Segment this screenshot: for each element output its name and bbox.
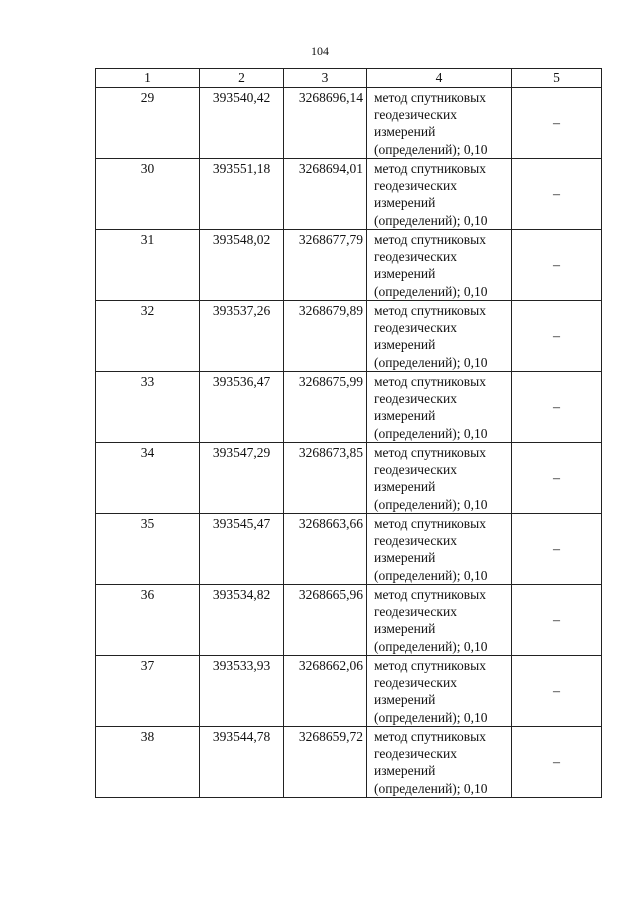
method-text-line: геодезических [374, 391, 457, 407]
point-number-cell: 32 [96, 301, 200, 372]
method-text-line: метод спутниковых [374, 445, 486, 460]
method-text-line: метод спутниковых [374, 161, 486, 176]
method-text-line: геодезических [374, 675, 457, 691]
point-number-cell: 30 [96, 159, 200, 230]
column-header-3: 3 [284, 69, 367, 88]
method-text-line: измерений [374, 124, 436, 140]
method-text-line: (определений); 0,10 [374, 141, 488, 157]
point-number-cell: 35 [96, 514, 200, 585]
method-cell [367, 656, 512, 727]
method-cell [367, 230, 512, 301]
method-text-line: метод спутниковых [374, 232, 486, 247]
method-text-line: геодезических [374, 107, 457, 123]
table-row [96, 514, 602, 585]
coordinate-x-cell: 393534,82 [200, 585, 284, 656]
coordinate-y-cell: 3268665,96 [284, 585, 367, 656]
coordinate-x-cell: 393536,47 [200, 372, 284, 443]
column-5-cell: – [512, 514, 602, 585]
column-header-5: 5 [512, 69, 602, 88]
method-text-line: метод спутниковых [374, 303, 486, 318]
coordinate-x-cell: 393548,02 [200, 230, 284, 301]
method-cell [367, 159, 512, 230]
column-5-cell: – [512, 727, 602, 798]
table-row [96, 159, 602, 230]
table-header-row [96, 69, 602, 88]
method-text-line: (определений); 0,10 [374, 567, 488, 583]
coordinate-y-cell: 3268696,14 [284, 88, 367, 159]
point-number-cell: 33 [96, 372, 200, 443]
table-row [96, 585, 602, 656]
method-text-line: метод спутниковых [374, 374, 486, 389]
page-number: 104 [311, 44, 329, 58]
column-5-cell: – [512, 656, 602, 727]
coordinate-x-cell: 393551,18 [200, 159, 284, 230]
column-5-cell: – [512, 159, 602, 230]
method-text-line: измерений [374, 266, 436, 282]
coordinate-y-cell: 3268663,66 [284, 514, 367, 585]
table-body [96, 88, 602, 798]
column-5-cell: – [512, 230, 602, 301]
method-text-line: измерений [374, 621, 436, 637]
coordinate-x-cell: 393540,42 [200, 88, 284, 159]
coordinate-x-cell: 393537,26 [200, 301, 284, 372]
point-number-cell: 29 [96, 88, 200, 159]
point-number-cell: 36 [96, 585, 200, 656]
method-cell [367, 372, 512, 443]
table-row [96, 727, 602, 798]
method-text-line: метод спутниковых [374, 516, 486, 531]
method-text-line: метод спутниковых [374, 729, 486, 744]
method-text-line: измерений [374, 337, 436, 353]
method-text-line: геодезических [374, 746, 457, 762]
method-text-line: метод спутниковых [374, 90, 486, 105]
column-5-cell: – [512, 88, 602, 159]
method-text-line: (определений); 0,10 [374, 425, 488, 441]
method-text-line: геодезических [374, 249, 457, 265]
column-5-cell: – [512, 585, 602, 656]
method-text-line: геодезических [374, 462, 457, 478]
coordinate-y-cell: 3268673,85 [284, 443, 367, 514]
method-text-line: (определений); 0,10 [374, 709, 488, 725]
coordinate-y-cell: 3268662,06 [284, 656, 367, 727]
method-text-line: геодезических [374, 320, 457, 336]
method-text-line: геодезических [374, 533, 457, 549]
column-5-cell: – [512, 372, 602, 443]
method-text-line: геодезических [374, 178, 457, 194]
method-text-line: (определений); 0,10 [374, 354, 488, 370]
column-header-4: 4 [367, 69, 512, 88]
table-row [96, 230, 602, 301]
coordinate-x-cell: 393533,93 [200, 656, 284, 727]
coordinate-y-cell: 3268675,99 [284, 372, 367, 443]
method-text-line: геодезических [374, 604, 457, 620]
coordinate-y-cell: 3268694,01 [284, 159, 367, 230]
point-number-cell: 34 [96, 443, 200, 514]
table-row [96, 443, 602, 514]
table-row [96, 88, 602, 159]
coordinates-table [95, 68, 602, 798]
coordinate-y-cell: 3268677,79 [284, 230, 367, 301]
table-row [96, 372, 602, 443]
method-text-line: измерений [374, 692, 436, 708]
coordinate-x-cell: 393547,29 [200, 443, 284, 514]
coordinate-x-cell: 393544,78 [200, 727, 284, 798]
method-cell [367, 443, 512, 514]
method-cell [367, 585, 512, 656]
point-number-cell: 37 [96, 656, 200, 727]
method-text-line: (определений); 0,10 [374, 212, 488, 228]
method-cell [367, 301, 512, 372]
point-number-cell: 31 [96, 230, 200, 301]
method-text-line: (определений); 0,10 [374, 638, 488, 654]
coordinate-x-cell: 393545,47 [200, 514, 284, 585]
method-text-line: (определений); 0,10 [374, 283, 488, 299]
column-5-cell: – [512, 443, 602, 514]
method-text-line: измерений [374, 195, 436, 211]
table-row [96, 301, 602, 372]
method-text-line: измерений [374, 763, 436, 779]
method-text-line: (определений); 0,10 [374, 780, 488, 796]
method-cell [367, 88, 512, 159]
column-header-2: 2 [200, 69, 284, 88]
table-row [96, 656, 602, 727]
column-5-cell: – [512, 301, 602, 372]
coordinate-y-cell: 3268659,72 [284, 727, 367, 798]
method-text-line: (определений); 0,10 [374, 496, 488, 512]
method-cell [367, 514, 512, 585]
method-text-line: метод спутниковых [374, 658, 486, 673]
method-text-line: измерений [374, 479, 436, 495]
method-text-line: измерений [374, 550, 436, 566]
coordinate-y-cell: 3268679,89 [284, 301, 367, 372]
method-text-line: метод спутниковых [374, 587, 486, 602]
method-cell [367, 727, 512, 798]
column-header-1: 1 [96, 69, 200, 88]
point-number-cell: 38 [96, 727, 200, 798]
method-text-line: измерений [374, 408, 436, 424]
